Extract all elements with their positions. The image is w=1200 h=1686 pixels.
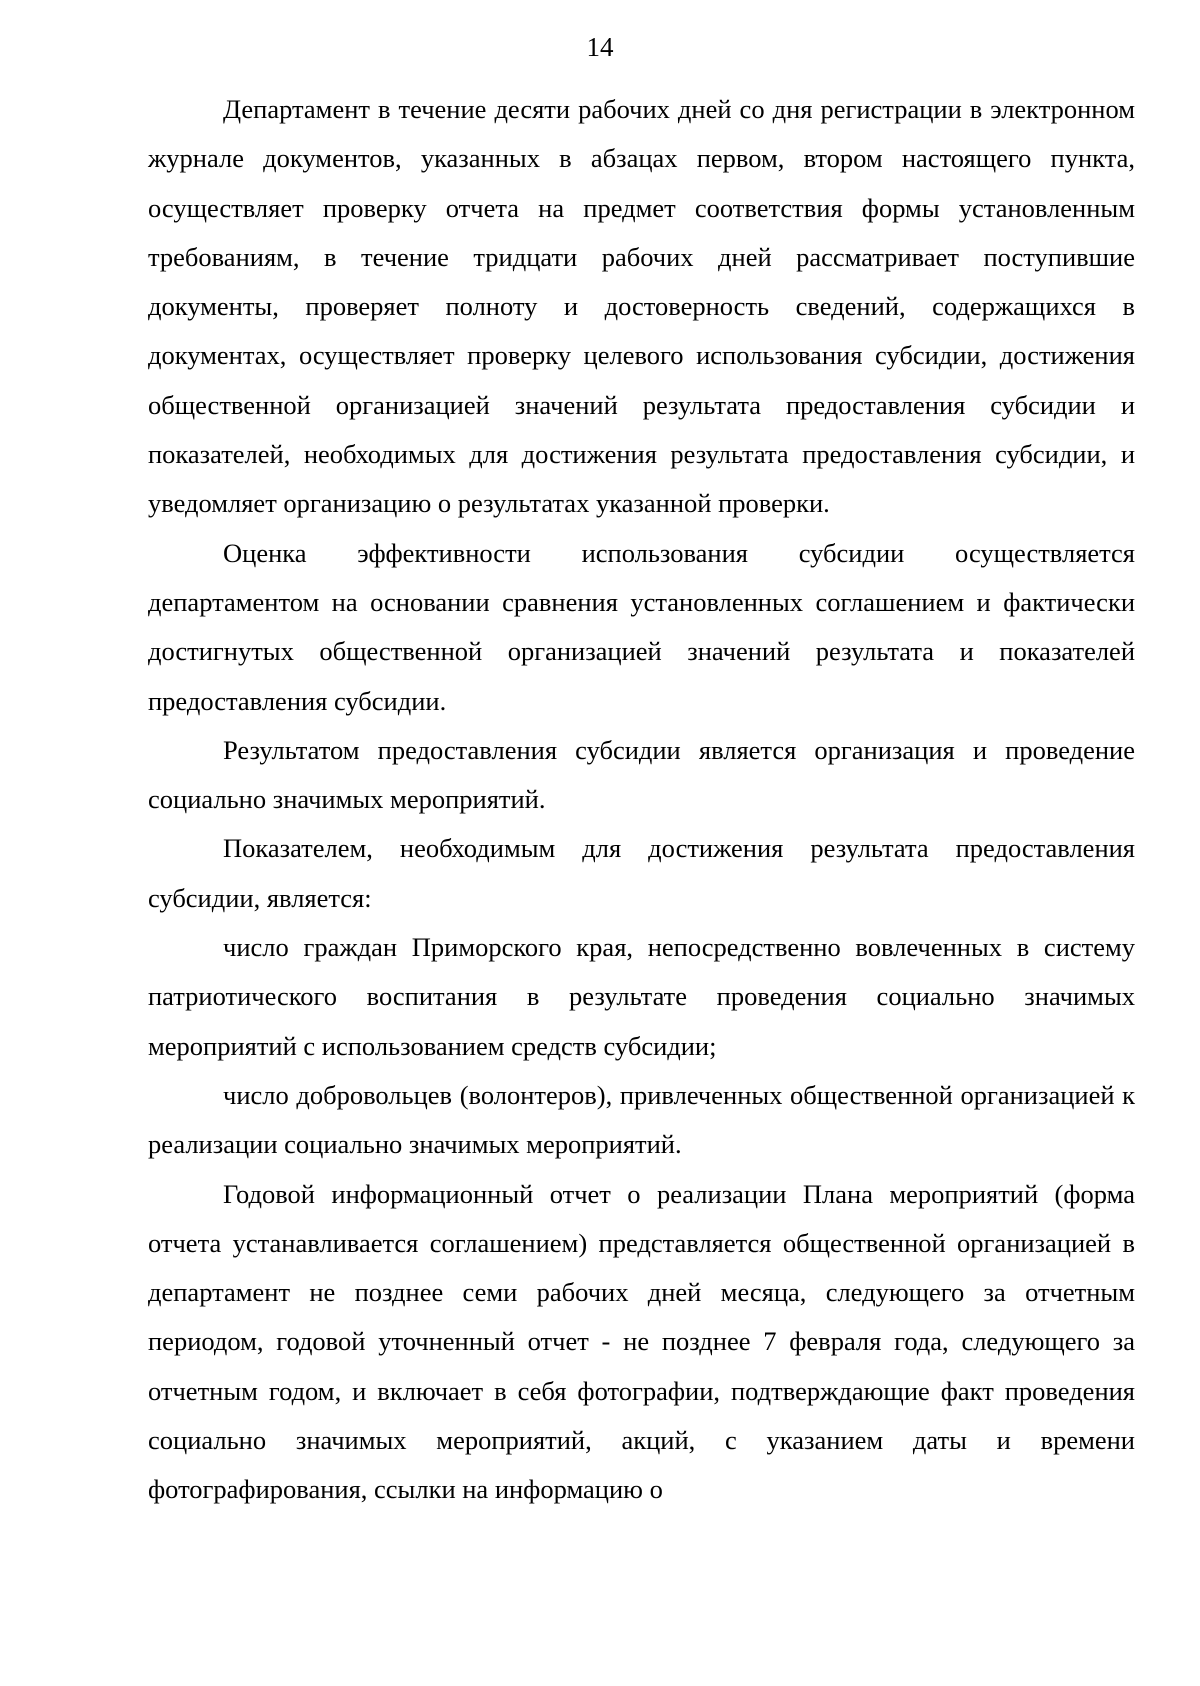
paragraph-department-review: Департамент в течение десяти рабочих дней со дня регистрации в электронном журнале документов, указанных в абзацах первом, втором настоящего пункта, осуществляет проверку отчета на предмет соответствия формы установленным требованиям, в течение тридцати рабочих дней рассматривает поступившие документы, проверяет полноту и достоверность сведений, содержащихся в документах, осуществляет проверку целевого использования субсидии, достижения общественной организацией значений результата предоставления субсидии и показателей, необходимых для достижения результата предоставления субсидии, и уведомляет организацию о результатах указанной проверки.	[148, 94, 1135, 519]
paragraph-indicator-intro: Показателем, необходимым для достижения результата предоставления субсидии, является:	[148, 833, 1135, 913]
document-body	[148, 85, 1135, 1515]
paragraph-subsidy-result: Результатом предоставления субсидии является организация и проведение социально значимых мероприятий.	[148, 734, 1135, 815]
paragraph-efficiency-assessment: Оценка эффективности использования субсидии осуществляется департаментом на основании сравнения установленных соглашением и фактически достигнутых общественной организацией значений результата и показателей предоставления субсидии.	[148, 537, 1135, 716]
paragraph-indicator-volunteers: число добровольцев (волонтеров), привлеченных общественной организацией к реализации социально значимых мероприятий.	[148, 1079, 1135, 1160]
paragraph-indicator-citizens: число граждан Приморского края, непосредственно вовлеченных в систему патриотического воспитания в результате проведения социально значимых мероприятий с использованием средств субсидии;	[148, 932, 1135, 1061]
paragraph-annual-report: Годовой информационный отчет о реализации Плана мероприятий (форма отчета устанавливается соглашением) представляется общественной организацией в департамент не позднее семи рабочих дней месяца, следующего за отчетным периодом, годовой уточненный отчет - не позднее 7 февраля года, следующего за отчетным годом, и включает в себя фотографии, подтверждающие факт проведения социально значимых мероприятий, акций, с указанием даты и времени фотографирования, ссылки на информацию о	[148, 1178, 1135, 1505]
page-number: 14	[586, 32, 614, 62]
